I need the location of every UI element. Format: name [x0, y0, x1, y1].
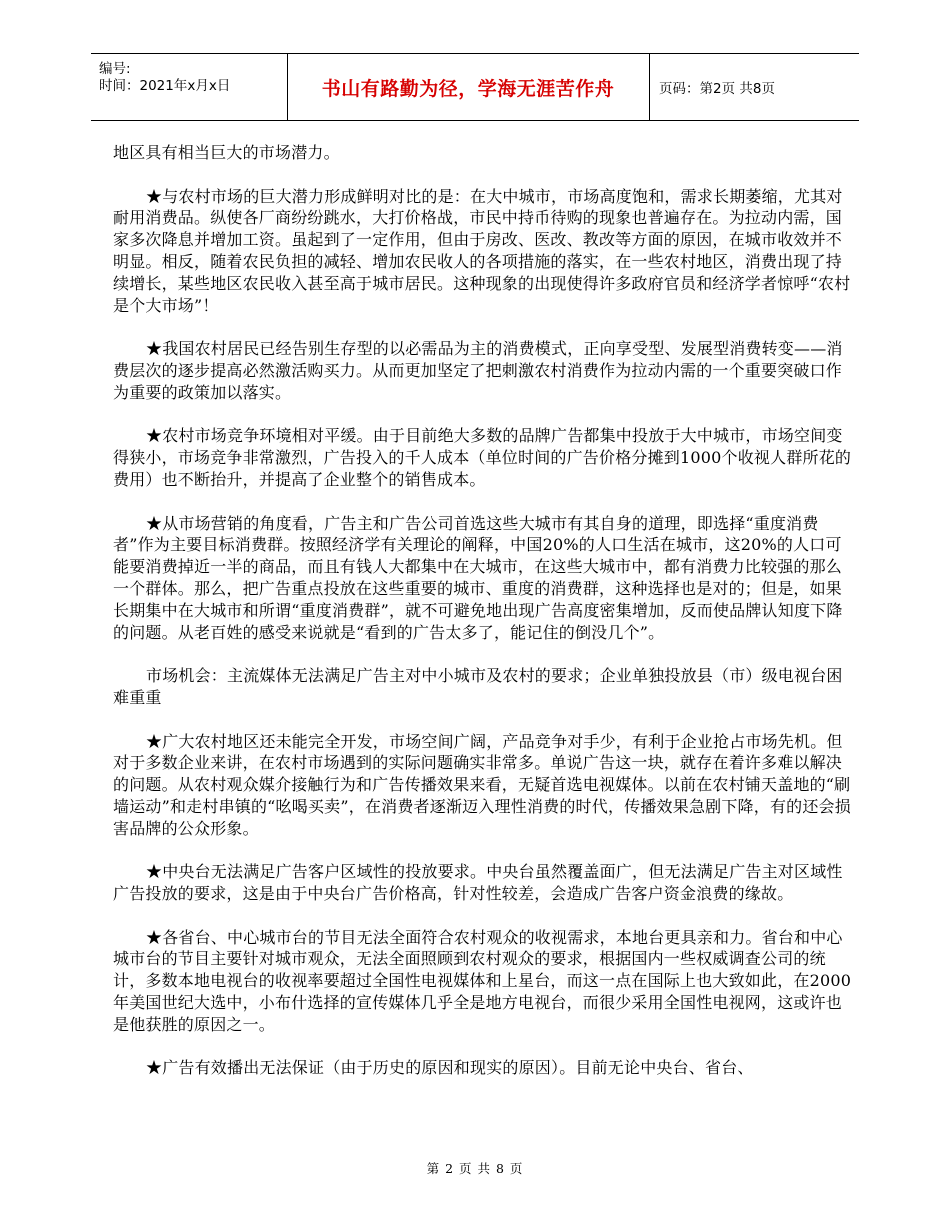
- paragraph-consumption-shift: ★我国农村居民已经告别生存型的以必需品为主的消费模式，正向享受型、发展型消费转变——消费层次的逐步提高必然激活购买力。从而更加坚定了把刺激农村消费作为拉动内需的一个重要突破口作为重要的政策加以落实。: [113, 339, 843, 402]
- paragraph-rural-development: ★广大农村地区还未能完全开发，市场空间广阔，产品竞争对手少，有利于企业抢占市场先机。但对于多数企业来讲，在农村市场遇到的实际问题确实非常多。单说广告这一块，就存在着许多难以解决的问题。从农村观众媒介接触行为和广告传播效果来看，无疑首选电视媒体。以前在农村铺天盖地的“刷墙运动”和走村串镇的“吆喝买卖”，在消费者逐渐迈入理性消费的时代，传播效果急剧下降，有的还会损害品牌的公众形象。: [113, 731, 851, 838]
- paragraph-broadcast-guarantee: ★广告有效播出无法保证（由于历史的原因和现实的原因）。目前无论中央台、省台、: [146, 1058, 754, 1078]
- paragraph-urban-saturation: ★与农村市场的巨大潜力形成鲜明对比的是：在大中城市，市场高度饱和，需求长期萎缩，尤其对耐用消费品。纵使各厂商纷纷跳水，大打价格战，市民中持币待购的现象也普遍存在。为拉动内需，国家多次降息并增加工资。虽起到了一定作用，但由于房改、医改、教改等方面的原因，在城市收效并不明显。相反，随着农民负担的减轻、增加农民收人的各项措施的落实，在一些农村地区，消费出现了持续增长，某些地区农民收入甚至高于城市居民。这种现象的出现使得许多政府官员和经济学者惊呼“农村是个大市场”！: [113, 186, 851, 315]
- header-motto-cell: [287, 54, 650, 120]
- time-label: 时间：2021年x月x日: [99, 78, 231, 94]
- page-header: [91, 53, 859, 121]
- serial-number-label: 编号:: [99, 61, 131, 77]
- paragraph-cctv: ★中央台无法满足广告客户区域性的投放要求。中央台虽然覆盖面广，但无法满足广告主对区域性广告投放的要求，这是由于中央台广告价格高，针对性较差，会造成广告客户资金浪费的缘故。: [113, 862, 843, 904]
- header-meta-cell: [91, 54, 288, 120]
- page-number-label: 页码：第2页 共8页: [659, 81, 775, 97]
- motto-text: 书山有路勤为径，学海无涯苦作舟: [321, 77, 615, 100]
- page-footer: 第 2 页 共 8 页: [426, 1161, 524, 1176]
- paragraph-provincial-tv: ★各省台、中心城市台的节目无法全面符合农村观众的收视需求，本地台更具亲和力。省台和中心城市台的节目主要针对城市观众，无法全面照顾到农村观众的要求，根据国内一些权威调查公司的统计，多数本地电视台的收视率要超过全国性电视媒体和上星台，而这一点在国际上也大致如此，在2000年美国世纪大选中，小布什选择的宣传媒体几乎全是地方电视台，而很少采用全国性电视网，这或许也是他获胜的原因之一。: [113, 927, 852, 1034]
- paragraph-continuation: 地区具有相当巨大的市场潜力。: [113, 143, 340, 162]
- header-page-cell: [649, 54, 859, 120]
- paragraph-marketing-view: ★从市场营销的角度看，广告主和广告公司首选这些大城市有其自身的道理，即选择“重度消费者”作为主要目标消费群。按照经济学有关理论的阐释，中国20%的人口生活在城市，这20%的人口可能要消费掉近一半的商品，而且有钱人大都集中在大城市，在这些大城市中，都有消费力比较强的那么一个群体。那么，把广告重点投放在这些重要的城市、重度的消费群，这种选择也是对的；但是，如果长期集中在大城市和所谓“重度消费群”，就不可避免地出现广告高度密集增加，反而使品牌认知度下降的问题。从老百姓的感受来说就是“看到的广告太多了，能记住的倒没几个”。: [113, 513, 843, 642]
- paragraph-market-opportunity: 市场机会：主流媒体无法满足广告主对中小城市及农村的要求；企业单独投放县（市）级电视台困难重重: [113, 666, 843, 707]
- document-body: [113, 142, 853, 1079]
- paragraph-competition: ★农村市场竞争环境相对平缓。由于目前绝大多数的品牌广告都集中投放于大中城市，市场空间变得狭小，市场竞争非常激烈，广告投入的千人成本（单位时间的广告价格分摊到1000个收视人群所花的费用）也不断抬升，并提高了企业整个的销售成本。: [113, 426, 852, 489]
